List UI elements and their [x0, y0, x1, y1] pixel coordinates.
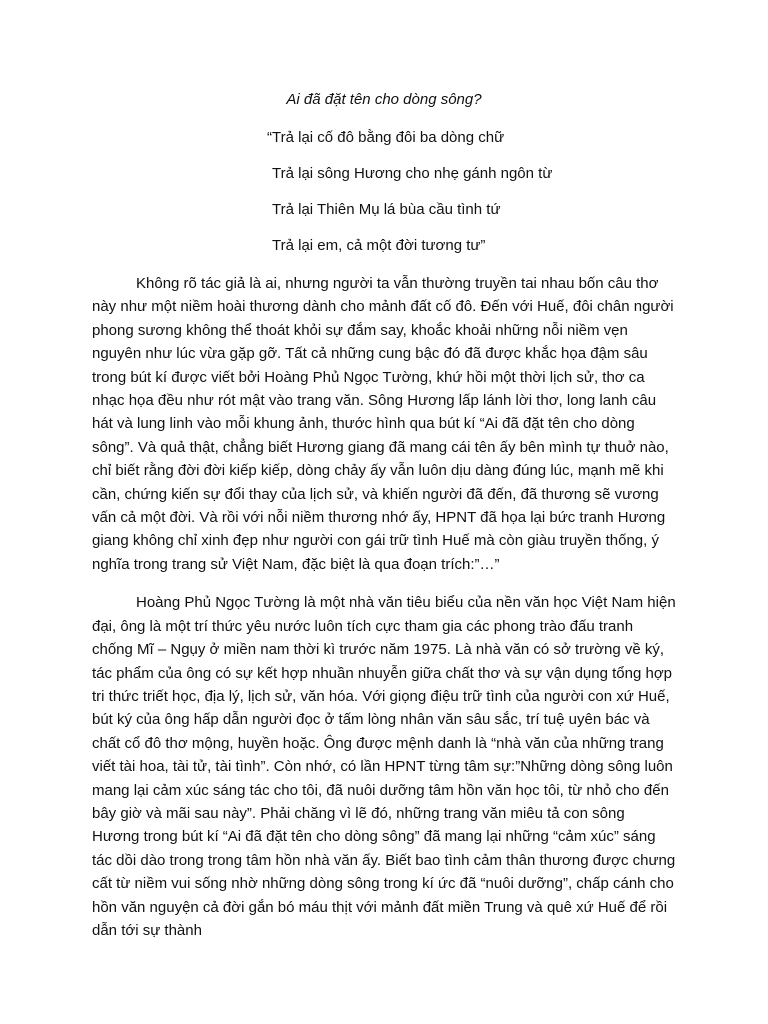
verse-block — [92, 128, 676, 256]
verse-line: Trả lại sông Hương cho nhẹ gánh ngôn từ — [272, 165, 553, 182]
verse-line: “Trả lại cố đô bằng đôi ba dòng chữ — [267, 129, 505, 146]
body-paragraph: Không rõ tác giả là ai, nhưng người ta vẫn thường truyền tai nhau bốn câu thơ này như một niềm hoài thương dành cho mảnh đất cố đô. Đến với Huế, đôi chân người phong sương không thể thoát khỏi sự đắm say, khoắc khoải những nỗi niềm vẹn nguyên như lúc vừa gặp gỡ. Tất cả những cung bậc đó đã được khắc họa đậm sâu trong bút kí được viết bởi Hoàng Phủ Ngọc Tường, khứ hồi một thời lịch sử, thơ ca nhạc họa đều như rót mật vào trang văn. Sông Hương lấp lánh lời thơ, long lanh câu hát và lung linh vào mỗi khung ảnh, thước hình qua bút kí “Ai đã đặt tên cho dòng sông”. Và quả thật, chẳng biết Hương giang đã mang cái tên ấy bên mình tự thuở nào, chỉ biết rằng đời đời kiếp kiếp, dòng chảy ấy vẫn luôn dịu dàng đúng lúc, mạnh mẽ khi cần, chứng kiến sự đổi thay của lịch sử, và khiến người đã đến, đã thương sẽ vương vấn cả một đời. Và rồi với nỗi niềm thương nhớ ấy, HPNT đã họa lại bức tranh Hương giang không chỉ xinh đẹp như người con gái trữ tình Huế mà còn giàu truyền thống, ý nghĩa trong trang sử Việt Nam, đặc biệt là qua đoạn trích:”…” — [92, 275, 674, 573]
body-paragraph: Hoàng Phủ Ngọc Tường là một nhà văn tiêu biểu của nền văn học Việt Nam hiện đại, ông là một trí thức yêu nước luôn tích cực tham gia các phong trào đấu tranh chống Mĩ – Ngụy ở miền nam thời kì trước năm 1975. Là nhà văn có sở trường về ký, tác phẩm của ông có sự kết hợp nhuần nhuyễn giữa chất thơ và sự vận dụng tổng hợp tri thức triết học, địa lý, lịch sử, văn hóa. Với giọng điệu trữ tình của người con xứ Huế, bút ký của ông hấp dẫn người đọc ở tấm lòng nhân văn sâu sắc, trí tuệ uyên bác và chất cổ đô thơ mộng, huyền hoặc. Ông được mệnh danh là “nhà văn của những trang viết tài hoa, tài tử, tài tình”. Còn nhớ, có lần HPNT từng tâm sự:”Những dòng sông luôn mang lại cảm xúc sáng tác cho tôi, đã nuôi dưỡng tâm hồn văn học tôi, từ nhỏ cho đến bây giờ và mãi sau này”. Phải chăng vì lẽ đó, những trang văn miêu tả con sông Hương trong bút kí “Ai đã đặt tên cho dòng sông” đã mang lại những “cảm xúc” sáng tác dồi dào trong trong tâm hồn nhà văn ấy. Biết bao tình cảm thân thương được chưng cất từ niềm vui sống nhờ những dòng sông trong kí ức đã “nuôi dưỡng”, chấp cánh cho hồn văn nguyện cả đời gắn bó máu thịt với mảnh đất miền Trung và quê xứ Huế để rồi dẫn tới sự thành — [92, 594, 676, 939]
verse-line: Trả lại em, cả một đời tương tư” — [272, 237, 486, 254]
document-title: Ai đã đặt tên cho dòng sông? — [286, 91, 482, 108]
verse-line: Trả lại Thiên Mụ lá bùa cầu tình tứ — [272, 201, 501, 218]
